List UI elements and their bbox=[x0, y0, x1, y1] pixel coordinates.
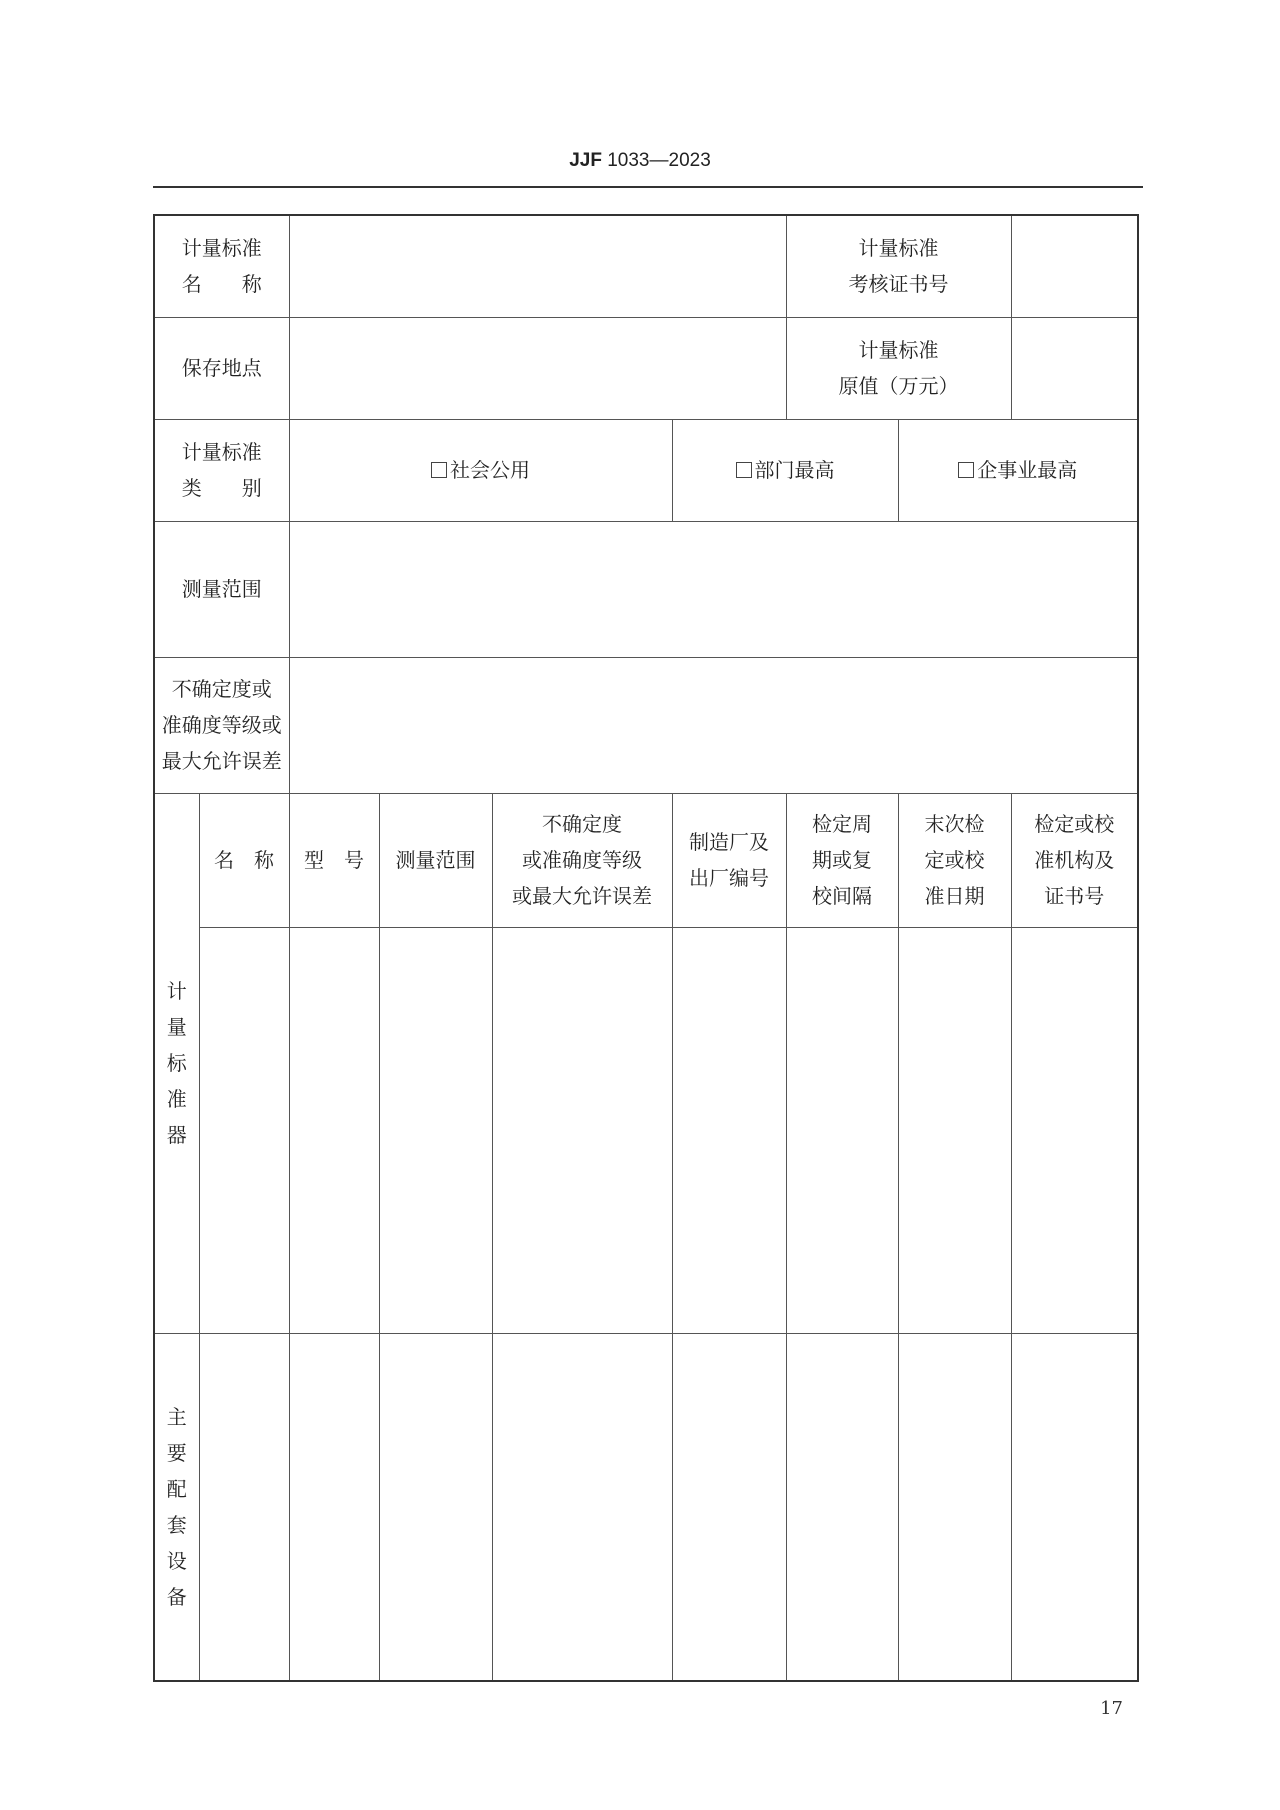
category-label: 计量标准 类 别 bbox=[154, 419, 289, 521]
checkbox-icon[interactable] bbox=[736, 462, 752, 478]
auxiliary-manufacturer-cell[interactable] bbox=[672, 1333, 786, 1681]
document-header bbox=[0, 150, 1280, 172]
original-value-field[interactable] bbox=[1011, 317, 1138, 419]
standard-name-label: 计量标准 名 称 bbox=[154, 215, 289, 317]
auxiliary-uncertainty-cell[interactable] bbox=[492, 1333, 672, 1681]
standards-interval-cell[interactable] bbox=[786, 927, 898, 1333]
storage-location-label: 保存地点 bbox=[154, 317, 289, 419]
storage-location-field[interactable] bbox=[289, 317, 786, 419]
checkbox-icon[interactable] bbox=[958, 462, 974, 478]
standard-code: 1033—2023 bbox=[607, 150, 711, 171]
auxiliary-institution-cell[interactable] bbox=[1011, 1333, 1138, 1681]
registration-form bbox=[153, 214, 1139, 1682]
original-value-label: 计量标准 原值（万元） bbox=[786, 317, 1011, 419]
column-header-uncertainty: 不确定度 或准确度等级 或最大允许误差 bbox=[492, 793, 672, 927]
standards-manufacturer-cell[interactable] bbox=[672, 927, 786, 1333]
page-number: 17 bbox=[1100, 1698, 1123, 1719]
column-header-institution: 检定或校 准机构及 证书号 bbox=[1011, 793, 1138, 927]
standards-range-cell[interactable] bbox=[379, 927, 492, 1333]
measurement-range-field[interactable] bbox=[289, 521, 1138, 657]
column-header-manufacturer: 制造厂及 出厂编号 bbox=[672, 793, 786, 927]
column-header-model: 型 号 bbox=[289, 793, 379, 927]
auxiliary-last-date-cell[interactable] bbox=[898, 1333, 1011, 1681]
category-option-department[interactable]: 部门最高 bbox=[672, 419, 898, 521]
auxiliary-name-cell[interactable] bbox=[199, 1333, 289, 1681]
certificate-number-label: 计量标准 考核证书号 bbox=[786, 215, 1011, 317]
standards-name-cell[interactable] bbox=[199, 927, 289, 1333]
uncertainty-label: 不确定度或 准确度等级或 最大允许误差 bbox=[154, 657, 289, 793]
header-rule bbox=[153, 186, 1143, 188]
standards-last-date-cell[interactable] bbox=[898, 927, 1011, 1333]
column-header-interval: 检定周 期或复 校间隔 bbox=[786, 793, 898, 927]
auxiliary-range-cell[interactable] bbox=[379, 1333, 492, 1681]
standard-prefix: JJF bbox=[569, 150, 602, 171]
measurement-range-label: 测量范围 bbox=[154, 521, 289, 657]
checkbox-icon[interactable] bbox=[431, 462, 447, 478]
certificate-number-field[interactable] bbox=[1011, 215, 1138, 317]
column-header-range: 测量范围 bbox=[379, 793, 492, 927]
auxiliary-model-cell[interactable] bbox=[289, 1333, 379, 1681]
section-label-auxiliary: 主 要 配 套 设 备 bbox=[154, 1333, 199, 1681]
standards-institution-cell[interactable] bbox=[1011, 927, 1138, 1333]
standards-uncertainty-cell[interactable] bbox=[492, 927, 672, 1333]
uncertainty-field[interactable] bbox=[289, 657, 1138, 793]
category-option-enterprise[interactable]: 企事业最高 bbox=[898, 419, 1138, 521]
column-header-name: 名 称 bbox=[199, 793, 289, 927]
standards-model-cell[interactable] bbox=[289, 927, 379, 1333]
section-label-standards: 计 量 标 准 器 bbox=[154, 793, 199, 1333]
category-option-public[interactable]: 社会公用 bbox=[289, 419, 672, 521]
auxiliary-interval-cell[interactable] bbox=[786, 1333, 898, 1681]
standard-name-field[interactable] bbox=[289, 215, 786, 317]
column-header-last-date: 末次检 定或校 准日期 bbox=[898, 793, 1011, 927]
